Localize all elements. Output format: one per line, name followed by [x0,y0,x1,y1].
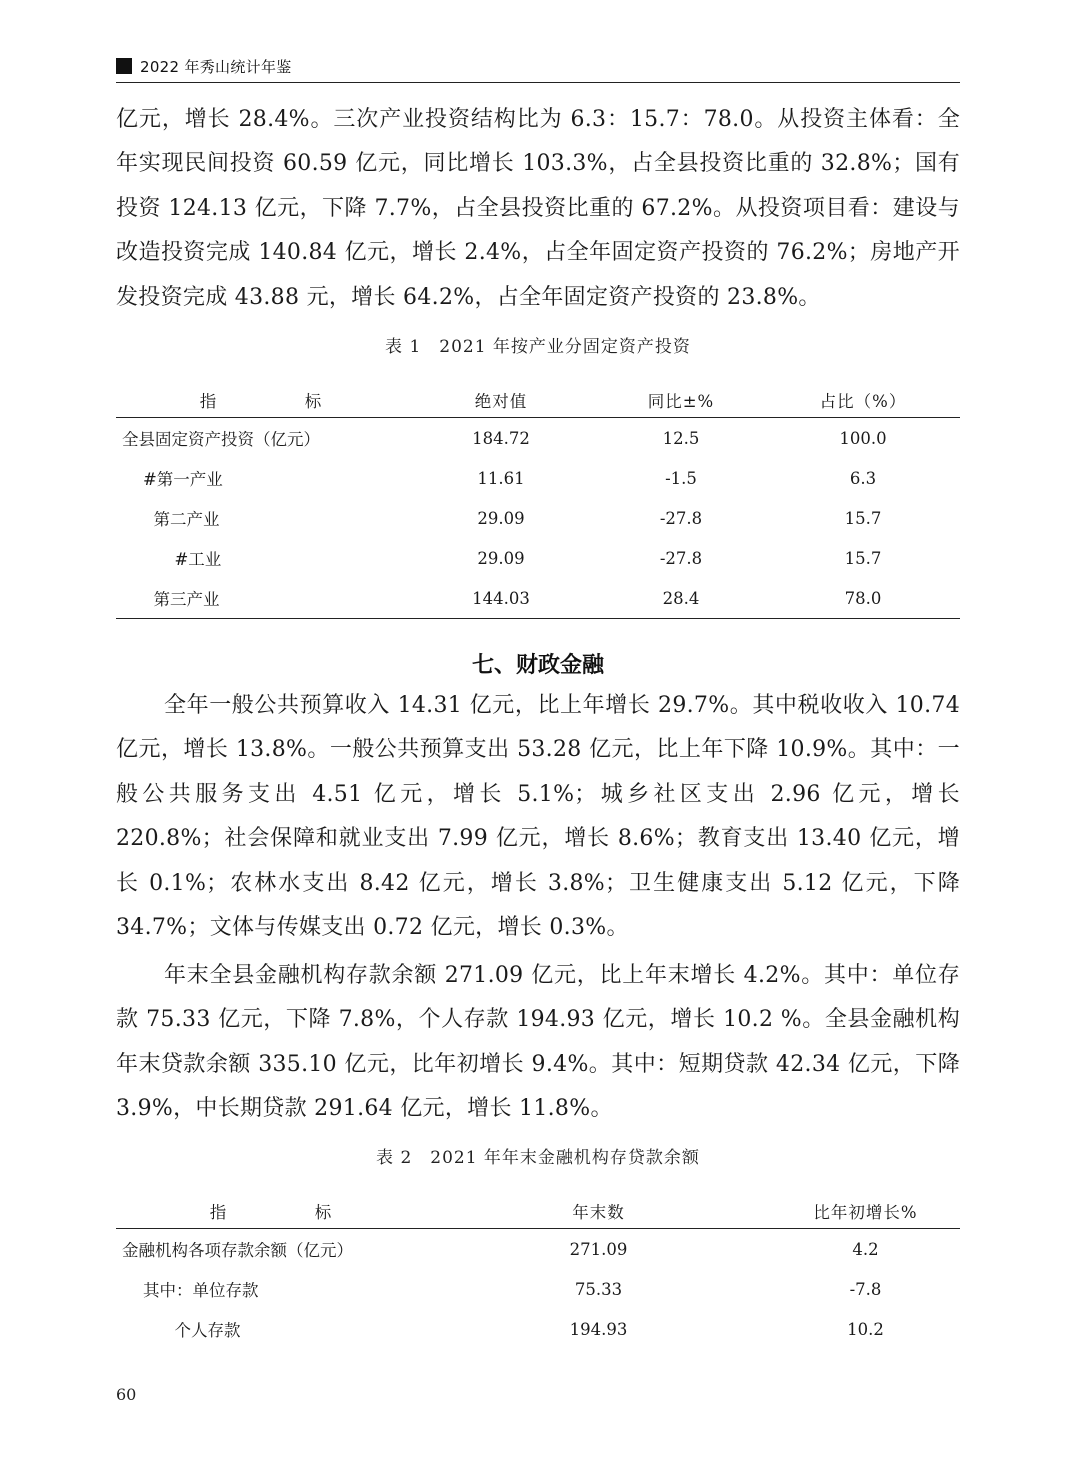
row-label: 第二产业 [122,510,220,529]
table2 [116,1193,960,1349]
table-row [116,538,960,578]
table1-header-indicator: 指 标 [116,382,406,418]
row-value: -1.5 [665,468,697,488]
row-value: 75.33 [574,1279,623,1299]
table-row [116,418,960,459]
row-label: 第三产业 [116,578,406,619]
table2-header-indicator: 指 标 [116,1193,426,1229]
paragraph-fiscal: 全年一般公共预算收入 14.31 亿元，比上年增长 29.7%。其中税收收入 10.74 亿元，增长 13.8%。一般公共预算支出 53.28 亿元，比上年下降 10.9%。其中：一般公共服务支出 4.51 亿元，增长 5.1%；城乡社区支出 2.96 亿元，增长 220.8%；社会保障和就业支出 7.99 亿元，增长 8.6%；教育支出 13.40 亿元，增长 0.1%；农林水支出 8.42 亿元，增长 3.8%；卫生健康支出 5.12 亿元，下降 34.7%；文体与传媒支出 0.72 亿元，增长 0.3%。 [116,693,960,941]
header-square-icon [116,58,132,74]
row-value: 144.03 [406,578,596,619]
row-label: 金融机构各项存款余额（亿元） [122,1241,353,1260]
row-label: 个人存款 [122,1321,241,1340]
row-value: 15.7 [844,508,882,528]
row-value: 29.09 [477,548,525,568]
paragraph-finance: 年末全县金融机构存款余额 271.09 亿元，比上年末增长 4.2%。其中：单位存款 75.33 亿元，下降 7.8%，个人存款 194.93 亿元，增长 10.2 %。全县金融机构年末贷款余额 335.10 亿元，比年初增长 9.4%。其中：短期贷款 42.34 亿元，下降 3.9%，中长期贷款 291.64 亿元，增长 11.8%。 [116,963,960,1122]
row-value: 15.7 [844,548,882,568]
row-value: 28.4 [596,578,766,619]
row-value: -7.8 [849,1279,882,1299]
table1 [116,382,960,619]
row-value: 11.61 [477,468,525,488]
table2-header-row [116,1193,960,1229]
table1-header-yoy: 同比±% [596,382,766,418]
table1-caption: 表 1 2021 年按产业分固定资产投资 [385,337,691,357]
table2-header-year-end: 年末数 [426,1193,771,1229]
row-value: 100.0 [839,428,887,448]
table2-header-growth: 比年初增长% [771,1193,960,1229]
table1-header-absolute: 绝对值 [406,382,596,418]
table-row [116,578,960,619]
row-value: -27.8 [659,508,703,528]
table-row [116,1269,960,1309]
table-row [116,498,960,538]
section-title: 七、财政金融 [471,653,604,678]
table1-header-row [116,382,960,418]
row-value: 6.3 [849,468,877,488]
row-label: 全县固定资产投资（亿元） [122,430,320,449]
row-label: #第一产业 [122,470,223,489]
row-value: -27.8 [659,548,703,568]
row-value: 10.2 [847,1319,884,1339]
table1-header-share: 占比（%） [766,382,960,418]
paragraph-investment: 亿元，增长 28.4%。三次产业投资结构比为 6.3：15.7：78.0。从投资主体看：全年实现民间投资 60.59 亿元，同比增长 103.3%，占全县投资比重的 32.8%；国有投资 124.13 亿元，下降 7.7%，占全县投资比重的 67.2%。从投资项目看：建设与改造投资完成 140.84 亿元，增长 2.4%，占全年固定资产投资的 76.2%；房地产开发投资完成 43.88 元，增长 64.2%，占全年固定资产投资的 23.8%。 [116,107,960,310]
row-value: 29.09 [477,508,525,528]
row-value: 184.72 [472,428,530,448]
row-label: 其中：单位存款 [122,1281,259,1300]
running-header [116,56,960,83]
table2-caption: 表 2 2021 年年末金融机构存贷款余额 [376,1148,700,1168]
table-row [116,1309,960,1349]
row-label: #工业 [122,550,222,569]
row-value: 4.2 [852,1239,879,1259]
header-title: 2022 年秀山统计年鉴 [140,58,292,76]
table-row [116,458,960,498]
table-row [116,1229,960,1270]
row-value: 12.5 [662,428,700,448]
row-value: 271.09 [569,1239,628,1259]
page-number: 60 [116,1385,137,1404]
row-value: 194.93 [569,1319,628,1339]
row-value: 78.0 [766,578,960,619]
